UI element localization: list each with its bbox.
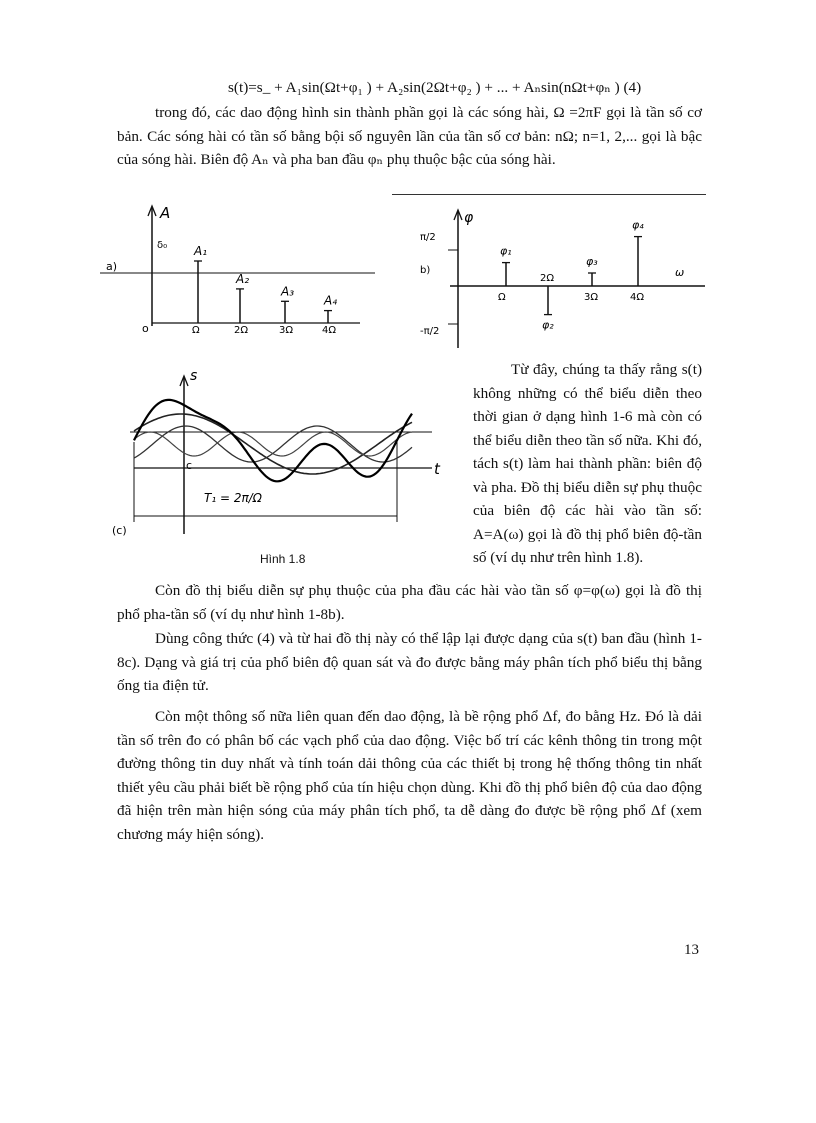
- paragraph-reconstruction: Dùng công thức (4) và từ hai đồ thị này có thể lập lại được dạng của s(t) ban đầu (hình 1-8c). Dạng và giá trị của phổ biên độ quan sát và đo được bằng máy phân tích phổ biểu thị bằng ống tia điện tử.: [117, 630, 702, 694]
- b-line-label: φ₃: [586, 255, 598, 268]
- page-number: 13: [684, 942, 699, 958]
- b-y-label: φ: [464, 210, 474, 226]
- divider-line: [392, 194, 706, 195]
- paragraph-bandwidth: Còn một thông số nữa liên quan đến dao động, là bề rộng phổ Δf, đo bằng Hz. Đó là dải tần số trên đo có phân bố các vạch phổ của dao động. Việc bố trí các kênh thông tin trong một đường thông tin duy nhất và tính toán dải thông của các thiết bị trong hệ thống thông tin nhất thiết yêu cầu phải biết bề rộng phổ của tín hiệu chọn dùng. Khi đồ thị phổ biên độ của dao động đã hiện trên màn hiện sóng của máy phân tích phổ, ta dễ dàng đo được bề rộng phổ Δf (xem chương máy hiện sóng).: [117, 708, 702, 843]
- a-dc-label: δ₀: [157, 240, 168, 251]
- a-zero-label: o: [142, 322, 149, 335]
- c-panel-label: (c): [112, 524, 127, 537]
- b-line-label: φ₁: [500, 244, 512, 258]
- c-y-label: s: [190, 368, 198, 384]
- a-x-tick-label: 3Ω: [279, 325, 294, 336]
- b-panel-label: b): [420, 265, 431, 276]
- c-wave-harmonic-2: [134, 426, 412, 462]
- paragraph-spectrum-definition: Từ đây, chúng ta thấy rằng s(t) không những có thể biểu diễn theo thời gian ở dạng hình 1-6 mà còn có thể biểu diễn theo tần số nữa. Khi đó, tách s(t) làm hai thành phần: biên độ và pha. Đồ thị biểu diễn sự phụ thuộc của biên độ các hài vào tần số: A=A(ω) gọi là đồ thị phổ biên độ-tần số (ví dụ như trên hình 1.8).: [473, 361, 702, 566]
- a-x-tick-label: 4Ω: [322, 325, 337, 336]
- b-top-label: π/2: [420, 232, 436, 243]
- b-x-tick-label: 2Ω: [540, 273, 555, 284]
- a-x-tick-label: 2Ω: [234, 325, 249, 336]
- b-x-tick-label: Ω: [498, 292, 506, 303]
- a-line-label: A₂: [236, 271, 250, 286]
- a-x-tick-label: Ω: [192, 325, 200, 336]
- b-x-tick-label: 3Ω: [584, 292, 599, 303]
- a-line-label: A₄: [324, 293, 338, 308]
- a-panel-label: a): [106, 260, 118, 273]
- c-wave-sum: [134, 400, 412, 481]
- c-x-label: t: [434, 460, 440, 478]
- paragraph-phase-spectrum: Còn đồ thị biểu diễn sự phụ thuộc của pha đầu các hài vào tần số φ=φ(ω) gọi là đồ thị phổ pha-tần số (ví dụ như hình 1-8b).: [117, 582, 702, 623]
- figure-caption: Hình 1.8: [260, 552, 306, 566]
- a-y-label: A: [160, 204, 171, 222]
- c-wave-harmonic-1: [134, 414, 412, 474]
- b-line-label: φ₂: [542, 318, 554, 332]
- c-period-label: T₁ = 2π/Ω: [204, 491, 262, 505]
- b-x-label: ω: [675, 266, 685, 279]
- figure-1-8c-waveforms: [112, 364, 462, 549]
- figure-1-8a-amplitude-spectrum: [100, 198, 380, 338]
- b-line-label: φ₄: [632, 218, 644, 232]
- c-zero-label: c: [186, 459, 193, 472]
- b-bottom-label: -π/2: [420, 326, 440, 337]
- paragraph-harmonics: trong đó, các dao động hình sin thành phần gọi là các sóng hài, Ω =2πF gọi là tần số cơ bản. Các sóng hài có tần số bằng bội số nguyên lần của tần số cơ bản: nΩ; n=1, 2,... gọi là bậc của sóng hài. Biên độ Aₙ và pha ban đầu φₙ phụ thuộc bậc của sóng hài.: [117, 104, 702, 168]
- a-line-label: A₃: [281, 284, 295, 299]
- a-line-label: A₁: [194, 244, 208, 258]
- c-wave-harmonic-3: [134, 432, 412, 456]
- b-x-tick-label: 4Ω: [630, 292, 645, 303]
- figure-1-8b-phase-spectrum: [420, 200, 710, 350]
- formula-4: s(t)=s_ + A₁sin(Ωt+φ₁ ) + A₂sin(2Ωt+φ₂ ) + ... + Aₙsin(nΩt+φₙ ) (4): [228, 79, 642, 96]
